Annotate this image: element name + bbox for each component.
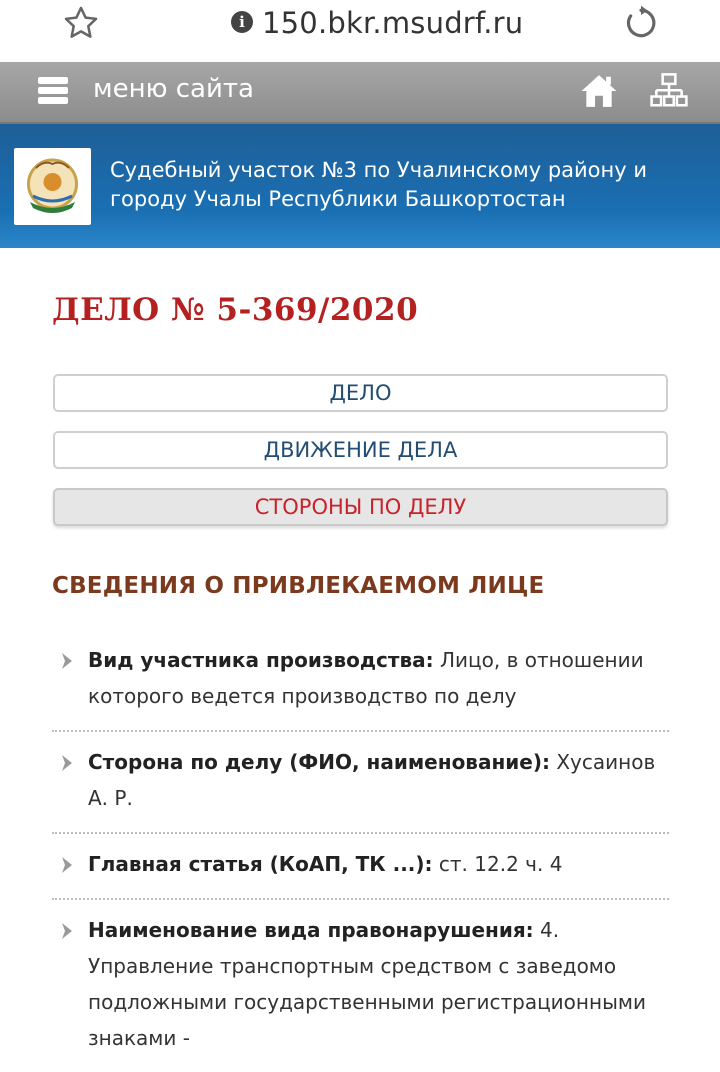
url-text[interactable]: 150.bkr.msudrf.ru	[262, 6, 524, 40]
hamburger-menu-icon[interactable]	[38, 77, 68, 107]
chevron-right-icon	[60, 922, 74, 940]
list-item	[52, 732, 669, 834]
item-value: ст. 12.2 ч. 4	[438, 852, 563, 876]
list-item	[52, 834, 669, 900]
tab-case-parties[interactable]: СТОРОНЫ ПО ДЕЛУ	[53, 488, 668, 526]
court-title: Судебный участок №3 по Учалинскому району и городу Учалы Республики Башкортостан	[110, 158, 648, 211]
menu-label[interactable]: меню сайта	[93, 74, 254, 104]
site-menu-bar	[0, 62, 720, 124]
party-info-list	[52, 630, 669, 1072]
emblem-icon	[14, 148, 91, 225]
home-icon[interactable]	[580, 72, 618, 110]
site-info-icon[interactable]: i	[231, 11, 253, 33]
case-title: ДЕЛО № 5-369/2020	[52, 292, 419, 328]
sitemap-icon[interactable]	[650, 72, 688, 110]
section-heading: СВЕДЕНИЯ О ПРИВЛЕКАЕМОМ ЛИЦЕ	[52, 573, 545, 599]
item-label: Главная статья (КоАП, ТК ...):	[88, 852, 433, 876]
list-item	[52, 900, 669, 1072]
chevron-right-icon	[60, 652, 74, 670]
emblem-logo[interactable]	[14, 148, 91, 225]
browser-address-bar	[0, 0, 720, 62]
site-header	[0, 124, 720, 248]
tab-case[interactable]: ДЕЛО	[53, 374, 668, 412]
item-value: 4. Управление транспортным средством с заведомо подложными государственными регистрационными знаками -	[88, 918, 646, 1050]
tab-case-movement[interactable]: ДВИЖЕНИЕ ДЕЛА	[53, 431, 668, 469]
item-value: Хусаинов А. Р.	[88, 750, 656, 810]
item-label: Сторона по делу (ФИО, наименование):	[88, 750, 550, 774]
reload-icon[interactable]	[622, 4, 660, 42]
item-label: Наименование вида правонарушения:	[88, 918, 534, 942]
list-item	[52, 630, 669, 732]
chevron-right-icon	[60, 754, 74, 772]
item-value: Лицо, в отношении которого ведется производство по делу	[88, 648, 644, 708]
item-label: Вид участника производства:	[88, 648, 434, 672]
chevron-right-icon	[60, 856, 74, 874]
star-icon[interactable]	[62, 4, 100, 42]
